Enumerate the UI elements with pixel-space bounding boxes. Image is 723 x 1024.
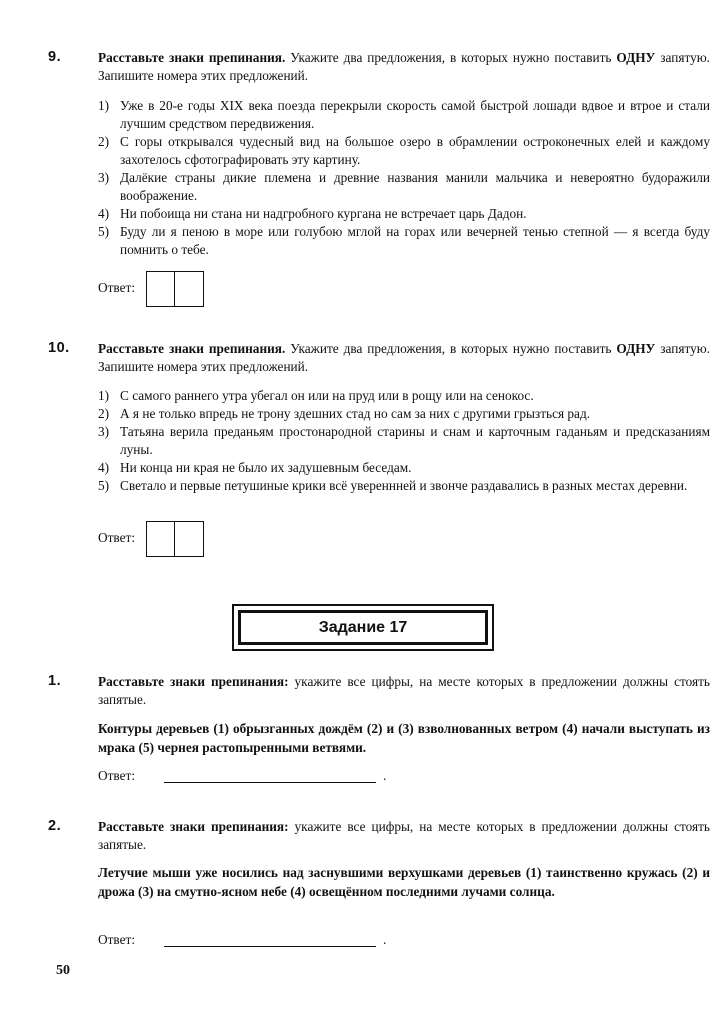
answer-label: Ответ: [98,530,136,545]
section-banner [232,604,494,651]
task-number: 2. [48,818,62,834]
task-10-options [98,387,710,495]
answer-box-2[interactable] [175,272,202,306]
task-9-options [98,97,710,259]
answer-end: . [383,768,387,783]
list-item: 2) С горы открывался чудесный вид на большое озеро в обрамлении остроконечных елей и каждому захотелось сфотографировать эту картину. [98,134,710,167]
answer-label: Ответ: [98,280,136,295]
task-sentence: Контуры деревьев (1) обрызганных дождём (2) и (3) взволнованных ветром (4) начали выступать из мрака (5) чернея растопыренными ветвями. [98,721,710,755]
task-17-1-answer [98,768,418,788]
task-instruction: Расставьте знаки препинания. Укажите два предложения, в которых нужно поставить ОДНУ запятую. Запишите номера этих предложений. [98,341,710,374]
task-17-2-answer [98,932,418,952]
list-item: 3) Татьяна верила преданьям простонародной старины и снам и карточным гаданьям и предсказаниям луны. [98,424,710,457]
answer-line[interactable] [164,946,376,947]
list-item: 4) Ни конца ни края не было их задушевным беседам. [98,460,412,475]
list-item: 2) А я не только впредь не трону здешних стад но сам за них с другими грызться рад. [98,406,591,421]
answer-end: . [383,932,387,947]
answer-box-2[interactable] [175,522,202,556]
answer-label: Ответ: [98,932,136,947]
list-item: 1) С самого раннего утра убегал он или на пруд или в рощу или на сенокос. [98,388,534,403]
task-instruction: Расставьте знаки препинания. Укажите два предложения, в которых нужно поставить ОДНУ запятую. Запишите номера этих предложений. [98,50,710,83]
section-title: Задание 17 [238,610,488,645]
answer-boxes [146,521,204,557]
list-item: 4) Ни побоища ни стана ни надгробного кургана не встречает царь Дадон. [98,206,527,221]
answer-box-1[interactable] [147,272,175,306]
answer-line[interactable] [164,782,376,783]
task-number: 10. [48,340,70,356]
list-item: 1) Уже в 20-е годы XIX века поезда перекрыли скорость самой быстрой лошади вдвое и втрое и стали лучшим средством передвижения. [98,98,710,131]
task-instruction: Расставьте знаки препинания: укажите все цифры, на месте которых в предложении должны стоять запятые. [98,819,710,852]
task-instruction: Расставьте знаки препинания: укажите все цифры, на месте которых в предложении должны стоять запятые. [98,674,710,707]
task-number: 9. [48,49,62,65]
answer-box-1[interactable] [147,522,175,556]
list-item: 5) Буду ли я пеною в море или голубою мглой на горах или вечерней тенью степной — я всегда буду помнить о тебе. [98,224,710,257]
list-item: 5) Светало и первые петушиные крики всё увереннней и звонче раздавались в разных местах деревни. [98,478,688,493]
task-number: 1. [48,673,62,689]
answer-boxes [146,271,204,307]
list-item: 3) Далёкие страны дикие племена и древние названия манили мальчика и невероятно будоражили воображение. [98,170,710,203]
page-number: 50 [56,963,70,978]
task-sentence: Летучие мыши уже носились над заснувшими верхушками деревьев (1) таинственно кружась (2) и дрожа (3) на смутно-ясном небе (4) освещённом последними лучами солнца. [98,865,710,899]
answer-label: Ответ: [98,768,136,783]
